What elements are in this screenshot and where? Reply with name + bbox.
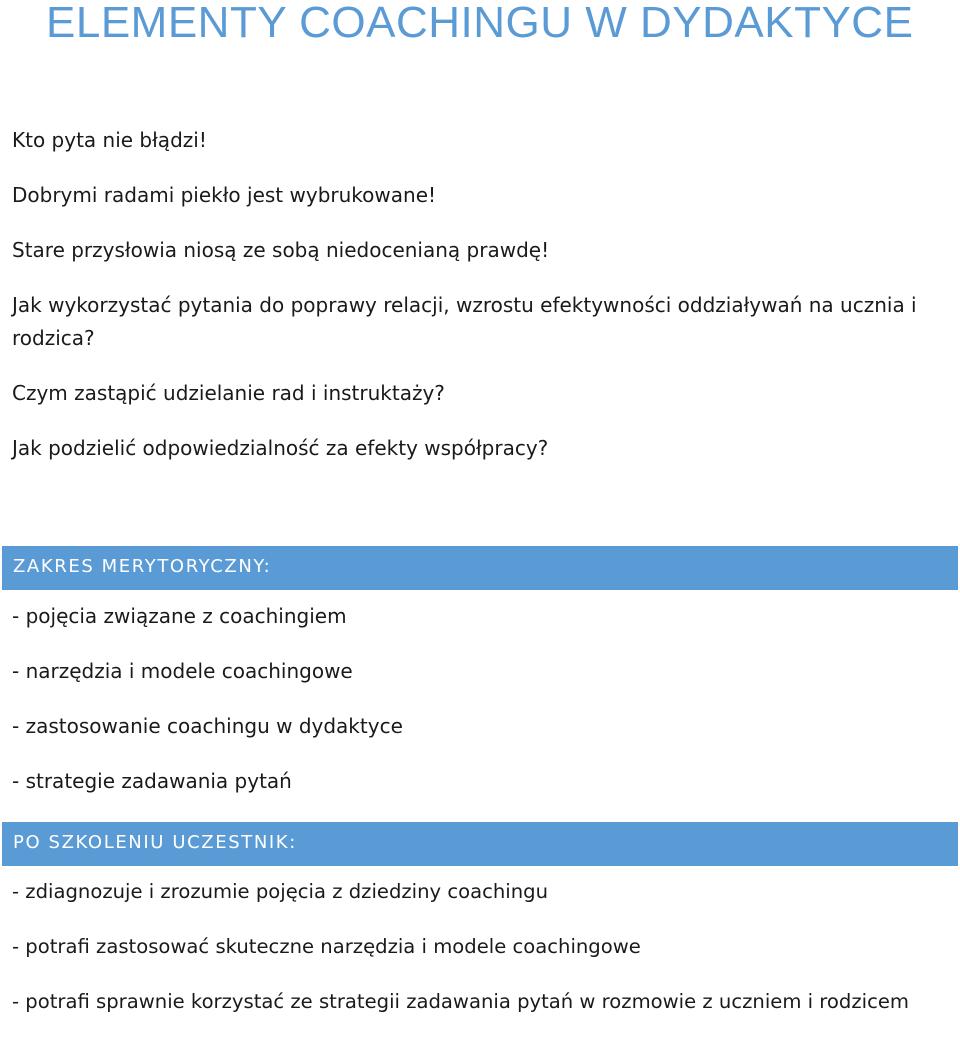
intro-line-6: Jak podzielić odpowiedzialność za efekty współpracy? [12,436,549,460]
section-heading-outcomes: PO SZKOLENIU UCZESTNIK: [13,832,297,853]
scope-list [12,602,403,822]
intro-line-1: Kto pyta nie błądzi! [12,128,207,152]
list-item: - pojęcia związane z coachingiem [12,604,347,628]
list-item: - potrafi zastosować skuteczne narzędzia i modele coachingowe [12,935,641,958]
page-title: ELEMENTY COACHINGU W DYDAKTYCE [46,0,914,47]
section-header-scope [2,546,958,590]
intro-line-3: Stare przysłowia niosą ze sobą niedocenianą prawdę! [12,238,550,262]
section-heading-scope: ZAKRES MERYTORYCZNY: [13,556,272,577]
list-item: - zastosowanie coachingu w dydaktyce [12,714,403,738]
outcomes-list [12,878,909,1043]
intro-line-5: Czym zastąpić udzielanie rad i instruktaży? [12,381,445,405]
intro-line-2: Dobrymi radami piekło jest wybrukowane! [12,183,437,207]
section-header-outcomes [2,822,958,866]
list-item: - narzędzia i modele coachingowe [12,659,353,683]
list-item: - potrafi sprawnie korzystać ze strategii zadawania pytań w rozmowie z uczniem i rodzicem [12,990,909,1013]
intro-block [12,124,942,465]
list-item: - strategie zadawania pytań [12,769,292,793]
intro-line-4: Jak wykorzystać pytania do poprawy relacji, wzrostu efektywności oddziaływań na ucznia i rodzica? [12,293,917,350]
list-item: - zdiagnozuje i zrozumie pojęcia z dziedziny coachingu [12,880,549,903]
